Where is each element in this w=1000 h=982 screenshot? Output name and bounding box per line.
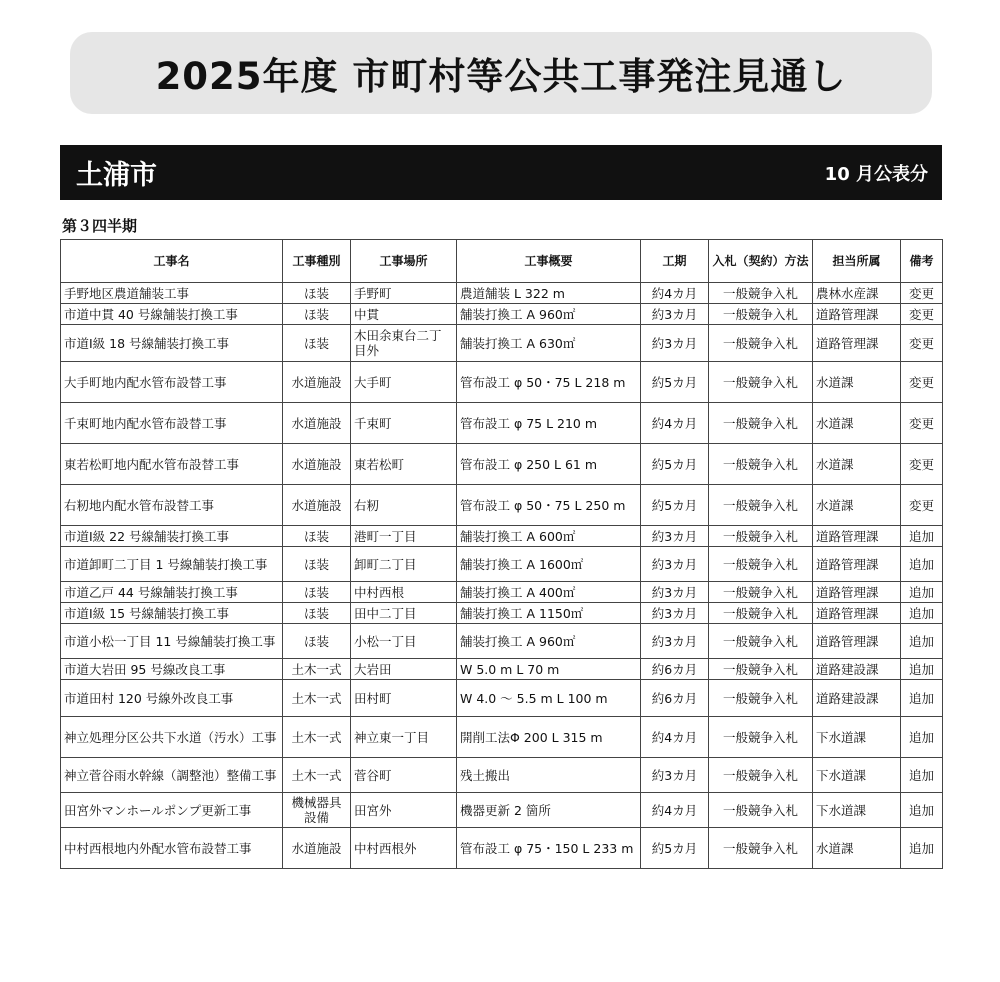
table-row <box>61 717 943 758</box>
cell-place: 中村西根 <box>351 582 457 603</box>
table-row <box>61 828 943 869</box>
cell-period: 約4カ月 <box>641 793 709 828</box>
cell-name: 市道小松一丁目 11 号線舗装打換工事 <box>61 624 283 659</box>
cell-method: 一般競争入札 <box>709 680 813 717</box>
cell-name: 市道Ⅰ級 22 号線舗装打換工事 <box>61 526 283 547</box>
cell-period: 約5カ月 <box>641 444 709 485</box>
cell-place: 神立東一丁目 <box>351 717 457 758</box>
cell-place: 右籾 <box>351 485 457 526</box>
page-title: 2025年度 市町村等公共工事発注見通し <box>70 32 932 114</box>
cell-summary: 管布設工 φ 75・150 L 233 m <box>457 828 641 869</box>
table-row <box>61 758 943 793</box>
cell-place: 港町一丁目 <box>351 526 457 547</box>
cell-method: 一般競争入札 <box>709 828 813 869</box>
cell-summary: 舗装打換工 A 400㎡ <box>457 582 641 603</box>
header-place: 工事場所 <box>351 240 457 283</box>
cell-note: 変更 <box>901 283 943 304</box>
cell-summary: 舗装打換工 A 960㎡ <box>457 304 641 325</box>
header-name: 工事名 <box>61 240 283 283</box>
cell-type: 水道施設 <box>283 485 351 526</box>
cell-dept: 道路建設課 <box>813 680 901 717</box>
cell-type: ほ装 <box>283 603 351 624</box>
cell-note: 追加 <box>901 828 943 869</box>
cell-note: 追加 <box>901 680 943 717</box>
table-row <box>61 444 943 485</box>
cell-period: 約6カ月 <box>641 659 709 680</box>
cell-dept: 道路建設課 <box>813 659 901 680</box>
cell-note: 変更 <box>901 304 943 325</box>
cell-period: 約3カ月 <box>641 547 709 582</box>
table-row <box>61 325 943 362</box>
cell-summary: 管布設工 φ 75 L 210 m <box>457 403 641 444</box>
cell-summary: 開削工法Φ 200 L 315 m <box>457 717 641 758</box>
cell-summary: 舗装打換工 A 1600㎡ <box>457 547 641 582</box>
header-period: 工期 <box>641 240 709 283</box>
cell-method: 一般競争入札 <box>709 485 813 526</box>
cell-dept: 農林水産課 <box>813 283 901 304</box>
cell-method: 一般競争入札 <box>709 403 813 444</box>
table-row <box>61 526 943 547</box>
cell-type: ほ装 <box>283 624 351 659</box>
cell-period: 約3カ月 <box>641 582 709 603</box>
cell-place: 田宮外 <box>351 793 457 828</box>
cell-name: 市道卸町二丁目 1 号線舗装打換工事 <box>61 547 283 582</box>
cell-period: 約3カ月 <box>641 603 709 624</box>
cell-place: 大岩田 <box>351 659 457 680</box>
cell-place: 田村町 <box>351 680 457 717</box>
cell-method: 一般競争入札 <box>709 717 813 758</box>
cell-dept: 道路管理課 <box>813 603 901 624</box>
cell-type: 水道施設 <box>283 444 351 485</box>
cell-method: 一般競争入札 <box>709 304 813 325</box>
cell-summary: W 5.0 m L 70 m <box>457 659 641 680</box>
cell-type: ほ装 <box>283 582 351 603</box>
cell-summary: 舗装打換工 A 1150㎡ <box>457 603 641 624</box>
cell-dept: 水道課 <box>813 362 901 403</box>
cell-note: 追加 <box>901 758 943 793</box>
cell-type: 土木一式 <box>283 659 351 680</box>
header-dept: 担当所属 <box>813 240 901 283</box>
cell-place: 千束町 <box>351 403 457 444</box>
cell-name: 千束町地内配水管布設替工事 <box>61 403 283 444</box>
cell-place: 東若松町 <box>351 444 457 485</box>
cell-type: 土木一式 <box>283 680 351 717</box>
cell-dept: 道路管理課 <box>813 325 901 362</box>
cell-period: 約4カ月 <box>641 717 709 758</box>
cell-name: 田宮外マンホールポンプ更新工事 <box>61 793 283 828</box>
cell-period: 約3カ月 <box>641 304 709 325</box>
cell-note: 追加 <box>901 547 943 582</box>
cell-summary: 舗装打換工 A 600㎡ <box>457 526 641 547</box>
quarter-label: 第３四半期 <box>62 217 138 235</box>
cell-period: 約5カ月 <box>641 485 709 526</box>
cell-place: 卸町二丁目 <box>351 547 457 582</box>
header-note: 備考 <box>901 240 943 283</box>
cell-place: 大手町 <box>351 362 457 403</box>
cell-note: 追加 <box>901 659 943 680</box>
cell-method: 一般競争入札 <box>709 659 813 680</box>
cell-method: 一般競争入札 <box>709 325 813 362</box>
cell-dept: 道路管理課 <box>813 624 901 659</box>
cell-method: 一般競争入札 <box>709 793 813 828</box>
cell-note: 変更 <box>901 485 943 526</box>
header-type: 工事種別 <box>283 240 351 283</box>
table-row <box>61 304 943 325</box>
table-row <box>61 659 943 680</box>
cell-name: 市道中貫 40 号線舗装打換工事 <box>61 304 283 325</box>
cell-summary: 舗装打換工 A 630㎡ <box>457 325 641 362</box>
cell-place: 中貫 <box>351 304 457 325</box>
cell-method: 一般競争入札 <box>709 283 813 304</box>
cell-note: 変更 <box>901 325 943 362</box>
cell-period: 約4カ月 <box>641 283 709 304</box>
cell-period: 約3カ月 <box>641 624 709 659</box>
cell-name: 市道Ⅰ級 15 号線舗装打換工事 <box>61 603 283 624</box>
cell-type: 機械器具設備 <box>283 793 351 828</box>
cell-dept: 水道課 <box>813 485 901 526</box>
cell-note: 変更 <box>901 362 943 403</box>
cell-summary: W 4.0 ～ 5.5 m L 100 m <box>457 680 641 717</box>
cell-type: ほ装 <box>283 304 351 325</box>
cell-dept: 水道課 <box>813 403 901 444</box>
cell-summary: 管布設工 φ 50・75 L 218 m <box>457 362 641 403</box>
cell-period: 約3カ月 <box>641 526 709 547</box>
cell-dept: 道路管理課 <box>813 526 901 547</box>
cell-method: 一般競争入札 <box>709 582 813 603</box>
cell-dept: 道路管理課 <box>813 582 901 603</box>
cell-note: 追加 <box>901 526 943 547</box>
cell-method: 一般競争入札 <box>709 547 813 582</box>
cell-summary: 残土搬出 <box>457 758 641 793</box>
cell-note: 追加 <box>901 793 943 828</box>
cell-summary: 舗装打換工 A 960㎡ <box>457 624 641 659</box>
cell-name: 市道乙戸 44 号線舗装打換工事 <box>61 582 283 603</box>
header-method: 入札（契約）方法 <box>709 240 813 283</box>
cell-name: 東若松町地内配水管布設替工事 <box>61 444 283 485</box>
cell-period: 約5カ月 <box>641 828 709 869</box>
cell-name: 神立菅谷雨水幹線（調整池）整備工事 <box>61 758 283 793</box>
table-row <box>61 362 943 403</box>
cell-type: 水道施設 <box>283 828 351 869</box>
cell-note: 追加 <box>901 582 943 603</box>
cell-name: 手野地区農道舗装工事 <box>61 283 283 304</box>
cell-method: 一般競争入札 <box>709 362 813 403</box>
cell-summary: 管布設工 φ 250 L 61 m <box>457 444 641 485</box>
table-row <box>61 603 943 624</box>
table-row <box>61 793 943 828</box>
table-row <box>61 582 943 603</box>
table-body <box>61 283 943 869</box>
cell-method: 一般競争入札 <box>709 603 813 624</box>
cell-note: 追加 <box>901 624 943 659</box>
cell-type: ほ装 <box>283 325 351 362</box>
cell-method: 一般競争入札 <box>709 526 813 547</box>
cell-dept: 下水道課 <box>813 758 901 793</box>
cell-dept: 道路管理課 <box>813 304 901 325</box>
cell-place: 手野町 <box>351 283 457 304</box>
cell-name: 市道大岩田 95 号線改良工事 <box>61 659 283 680</box>
publication-label: 10 月公表分 <box>824 163 928 185</box>
table-row <box>61 624 943 659</box>
cell-note: 変更 <box>901 444 943 485</box>
cell-period: 約6カ月 <box>641 680 709 717</box>
cell-type: 土木一式 <box>283 758 351 793</box>
cell-place: 中村西根外 <box>351 828 457 869</box>
cell-summary: 農道舗装 L 322 m <box>457 283 641 304</box>
cell-dept: 水道課 <box>813 444 901 485</box>
cell-type: 土木一式 <box>283 717 351 758</box>
cell-note: 追加 <box>901 717 943 758</box>
cell-note: 追加 <box>901 603 943 624</box>
cell-name: 右籾地内配水管布設替工事 <box>61 485 283 526</box>
construction-table <box>60 239 943 869</box>
cell-method: 一般競争入札 <box>709 758 813 793</box>
table-row <box>61 485 943 526</box>
cell-period: 約5カ月 <box>641 362 709 403</box>
cell-period: 約4カ月 <box>641 403 709 444</box>
table-row <box>61 283 943 304</box>
cell-place: 田中二丁目 <box>351 603 457 624</box>
cell-dept: 水道課 <box>813 828 901 869</box>
cell-type: ほ装 <box>283 283 351 304</box>
header-summary: 工事概要 <box>457 240 641 283</box>
table-row <box>61 403 943 444</box>
cell-period: 約3カ月 <box>641 758 709 793</box>
table-row <box>61 680 943 717</box>
cell-name: 神立処理分区公共下水道（汚水）工事 <box>61 717 283 758</box>
cell-type: ほ装 <box>283 526 351 547</box>
cell-note: 変更 <box>901 403 943 444</box>
cell-type: ほ装 <box>283 547 351 582</box>
cell-dept: 下水道課 <box>813 793 901 828</box>
table-row <box>61 547 943 582</box>
cell-type: 水道施設 <box>283 403 351 444</box>
cell-method: 一般競争入札 <box>709 624 813 659</box>
cell-dept: 下水道課 <box>813 717 901 758</box>
cell-dept: 道路管理課 <box>813 547 901 582</box>
cell-period: 約3カ月 <box>641 325 709 362</box>
city-header-bar <box>60 145 942 200</box>
cell-type: 水道施設 <box>283 362 351 403</box>
cell-name: 市道田村 120 号線外改良工事 <box>61 680 283 717</box>
cell-summary: 機器更新 2 箇所 <box>457 793 641 828</box>
cell-place: 小松一丁目 <box>351 624 457 659</box>
cell-place: 木田余東台二丁目外 <box>351 325 457 362</box>
cell-name: 市道Ⅰ級 18 号線舗装打換工事 <box>61 325 283 362</box>
cell-place: 菅谷町 <box>351 758 457 793</box>
cell-name: 中村西根地内外配水管布設替工事 <box>61 828 283 869</box>
cell-method: 一般競争入札 <box>709 444 813 485</box>
cell-name: 大手町地内配水管布設替工事 <box>61 362 283 403</box>
table-header-row <box>61 240 943 283</box>
city-name: 土浦市 <box>76 160 157 191</box>
cell-summary: 管布設工 φ 50・75 L 250 m <box>457 485 641 526</box>
